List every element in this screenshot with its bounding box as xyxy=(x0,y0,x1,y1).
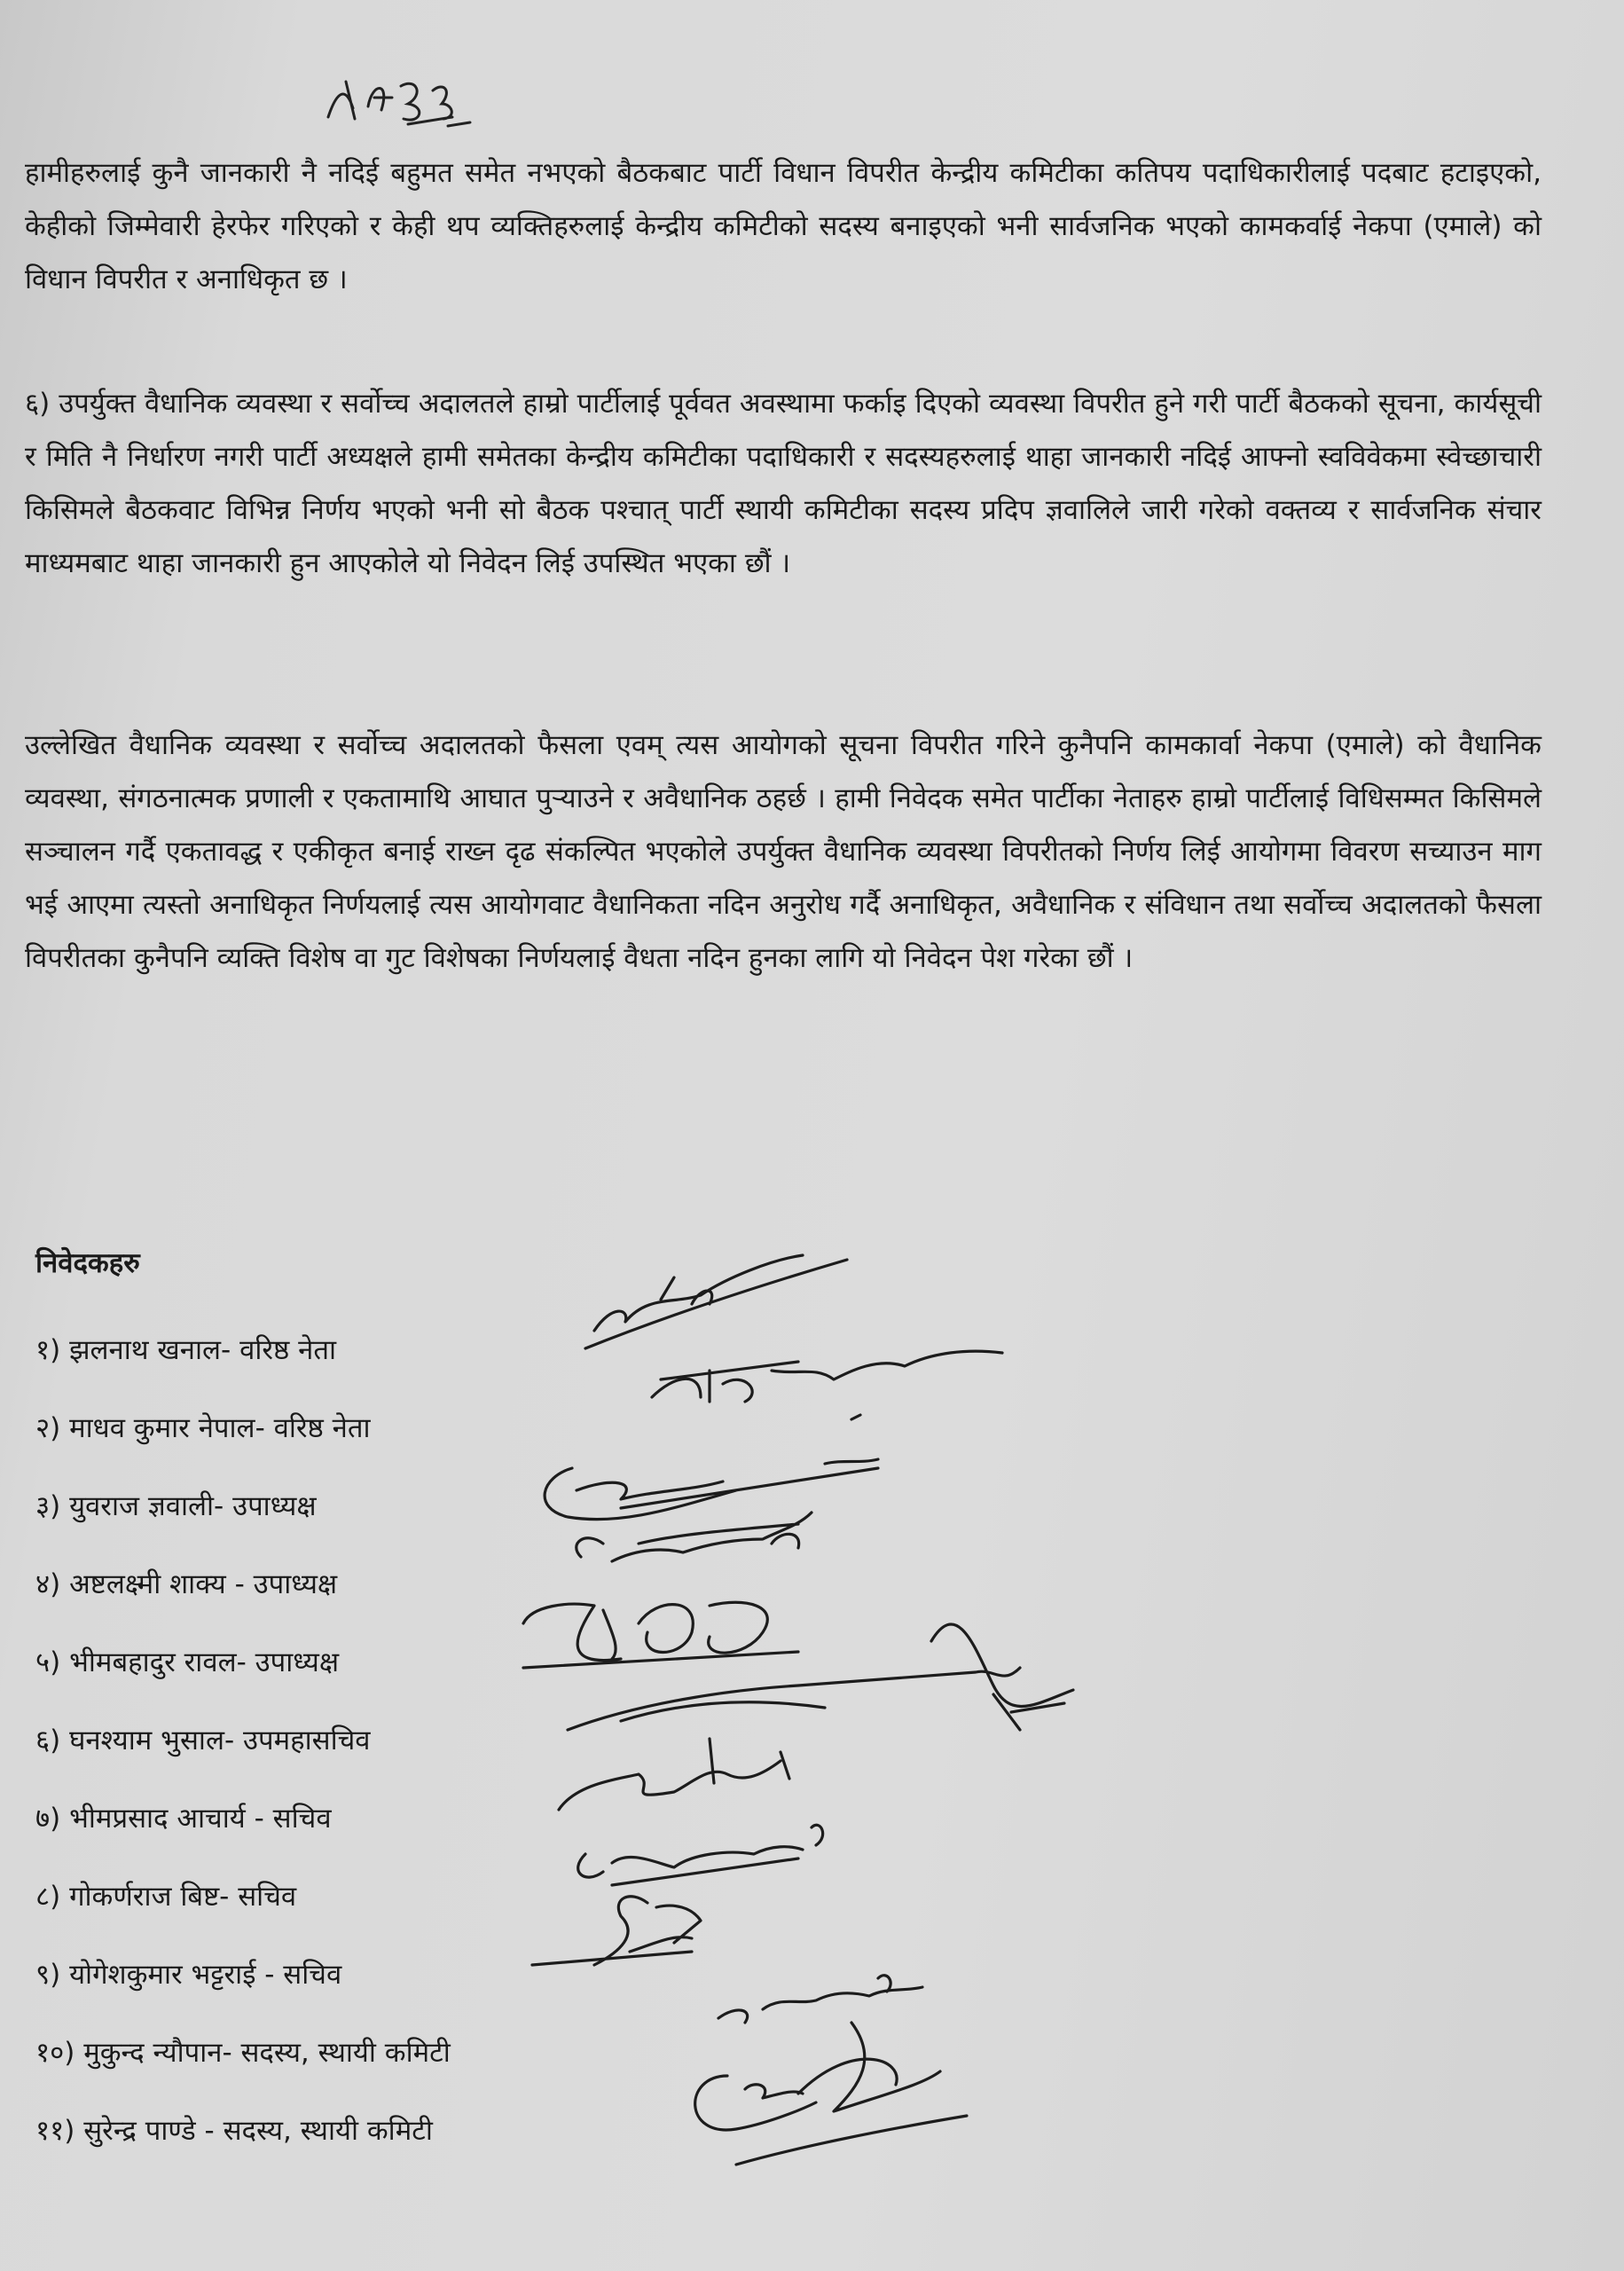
handwritten-page-number xyxy=(319,55,479,135)
petitioner-item xyxy=(35,1389,1100,1467)
paragraph-conclusion: उल्लेखित वैधानिक व्यवस्था र सर्वोच्च अदालतको फैसला एवम् त्यस आयोगको सूचना विपरीत गरिने कुनैपनि कामकार्वा नेकपा (एमाले) को वैधानिक व्यवस्था, संगठनात्मक प्रणाली र एकतामाथि आघात पुऱ्याउने र अवैधानिक ठहर्छ । हामी निवेदक समेत पार्टीका नेताहरु हाम्रो पार्टीलाई विधिसम्मत किसिमले सञ्चालन गर्दै एकतावद्ध र एकीकृत बनाई राख्न दृढ संकल्पित भएकोले उपर्युक्त वैधानिक व्यवस्था विपरीतको निर्णय लिई आयोगमा विवरण सच्याउन माग भई आएमा त्यस्तो अनाधिकृत निर्णयलाई त्यस आयोगवाट वैधानिकता नदिन अनुरोध गर्दै अनाधिकृत, अवैधानिक र संविधान तथा सर्वोच्च अदालतको फैसला विपरीतका कुनैपनि व्यक्ति विशेष वा गुट विशेषका निर्णयलाई वैधता नदिन हुनका लागि यो निवेदन पेश गरेका छौं । xyxy=(25,729,1542,974)
petitioners-list xyxy=(35,1311,1100,2170)
petitioner-number: ६) xyxy=(35,1725,61,1756)
paragraph-continuation: हामीहरुलाई कुनै जानकारी नै नदिई बहुमत समेत नभएको बैठकबाट पार्टी विधान विपरीत केन्द्रीय कमिटीका कतिपय पदाधिकारीलाई पदबाट हटाइएको, केहीको जिम्मेवारी हेरफेर गरिएको र केही थप व्यक्तिहरुलाई केन्द्रीय कमिटीको सदस्य बनाइएको भनी सार्वजनिक भएको कामकर्वाई नेकपा (एमाले) को विधान विपरीत र अनाधिकृत छ । xyxy=(25,157,1542,295)
petitioners-section xyxy=(35,1240,1100,2170)
petitioner-item xyxy=(35,1467,1100,1545)
petitioner-number: ४) xyxy=(35,1568,61,1600)
petitioner-number: २) xyxy=(35,1412,61,1444)
petitioner-name: अष्टलक्ष्मी शाक्य - उपाध्यक्ष xyxy=(69,1568,338,1600)
petitioner-number: ५) xyxy=(35,1646,61,1678)
petitioner-name: भीमप्रसाद आचार्य - सचिव xyxy=(69,1803,332,1835)
petitioner-number: १०) xyxy=(35,2037,75,2069)
petitioner-name: झलनाथ खनाल- वरिष्ठ नेता xyxy=(69,1334,337,1366)
petitioner-name: युवराज ज्ञवाली- उपाध्यक्ष xyxy=(69,1490,317,1522)
petitioner-name: गोकर्णराज बिष्ट- सचिव xyxy=(69,1881,297,1913)
petitioner-name: योगेशकुमार भट्टराई - सचिव xyxy=(69,1959,342,1991)
petitioner-number: ७) xyxy=(35,1803,61,1835)
petitioner-item xyxy=(35,1623,1100,1701)
petitioner-number: १) xyxy=(35,1334,61,1366)
petitioner-name: घनश्याम भुसाल- उपमहासचिव xyxy=(69,1725,371,1756)
petitioners-heading: निवेदकहरु xyxy=(35,1247,140,1279)
petitioner-item xyxy=(35,2014,1100,2092)
petitioner-item xyxy=(35,1858,1100,1936)
petitioner-name: माधव कुमार नेपाल- वरिष्ठ नेता xyxy=(69,1412,371,1444)
petitioner-number: ८) xyxy=(35,1881,61,1913)
petitioner-item xyxy=(35,1780,1100,1858)
petitioner-item xyxy=(35,2092,1100,2170)
petitioner-number: ११) xyxy=(35,2115,75,2147)
petitioner-number: ९) xyxy=(35,1959,61,1991)
petitioner-name: सुरेन्द्र पाण्डे - सदस्य, स्थायी कमिटी xyxy=(83,2115,433,2147)
petitioner-item xyxy=(35,1545,1100,1623)
petitioner-name: मुकुन्द न्यौपान- सदस्य, स्थायी कमिटी xyxy=(83,2037,451,2069)
petitioner-item xyxy=(35,1701,1100,1780)
paragraph-point-6: ६) उपर्युक्त वैधानिक व्यवस्था र सर्वोच्च अदालतले हाम्रो पार्टीलाई पूर्ववत अवस्थामा फर्काइ दिएको व्यवस्था विपरीत हुने गरी पार्टी बैठकको सूचना, कार्यसूची र मिति नै निर्धारण नगरी पार्टी अध्यक्षले हामी समेतका केन्द्रीय कमिटीका पदाधिकारी र सदस्यहरुलाई थाहा जानकारी नदिई आफ्नो स्वविवेकमा स्वेच्छाचारी किसिमले बैठकवाट विभिन्न निर्णय भएको भनी सो बैठक पश्चात् पार्टी स्थायी कमिटीका सदस्य प्रदिप ज्ञवालिले जारी गरेको वक्तव्य र सार्वजनिक संचार माध्यमबाट थाहा जानकारी हुन आएकोले यो निवेदन लिई उपस्थित भएका छौं । xyxy=(25,388,1542,579)
petitioner-item xyxy=(35,1936,1100,2014)
petitioner-name: भीमबहादुर रावल- उपाध्यक्ष xyxy=(69,1646,340,1678)
petitioner-item xyxy=(35,1311,1100,1389)
petitioner-number: ३) xyxy=(35,1490,61,1522)
